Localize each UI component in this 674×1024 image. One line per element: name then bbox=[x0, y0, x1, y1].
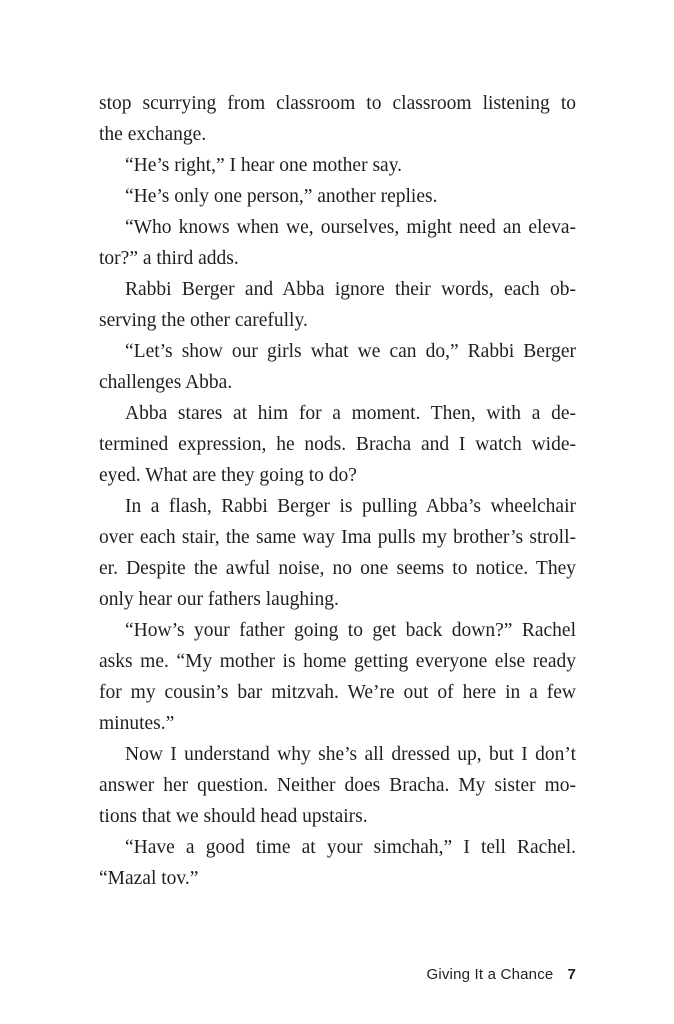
text-line: Abba stares at him for a moment. Then, with a de- bbox=[125, 403, 576, 424]
text-line: Now I understand why she’s all dressed up, but I don’t bbox=[125, 744, 576, 765]
text-line: the exchange. bbox=[99, 124, 207, 145]
text-line: tions that we should head upstairs. bbox=[99, 806, 368, 827]
page-footer bbox=[99, 966, 576, 983]
text-line: stop scurrying from classroom to classroom listening to bbox=[99, 93, 576, 114]
text-line: In a flash, Rabbi Berger is pulling Abba’s wheelchair bbox=[125, 496, 576, 517]
text-line: eyed. What are they going to do? bbox=[99, 465, 357, 486]
text-line: “Have a good time at your simchah,” I tell Rachel. bbox=[125, 837, 576, 858]
text-line: only hear our fathers laughing. bbox=[99, 589, 339, 610]
text-line: Rabbi Berger and Abba ignore their words, each ob- bbox=[125, 279, 576, 300]
text-line: termined expression, he nods. Bracha and I watch wide- bbox=[99, 434, 576, 455]
text-line: “Who knows when we, ourselves, might need an eleva- bbox=[125, 217, 576, 238]
text-line: er. Despite the awful noise, no one seems to notice. They bbox=[99, 558, 576, 579]
text-line: “Mazal tov.” bbox=[99, 868, 199, 889]
text-line: over each stair, the same way Ima pulls my brother’s stroll- bbox=[99, 527, 576, 548]
text-line: “How’s your father going to get back down?” Rachel bbox=[125, 620, 576, 641]
text-line: asks me. “My mother is home getting everyone else ready bbox=[99, 651, 576, 672]
footer-page-number: 7 bbox=[567, 966, 576, 983]
text-line: serving the other carefully. bbox=[99, 310, 308, 331]
text-line: tor?” a third adds. bbox=[99, 248, 239, 269]
text-line: for my cousin’s bar mitzvah. We’re out of here in a few bbox=[99, 682, 576, 703]
text-line: minutes.” bbox=[99, 713, 175, 734]
body-text-block bbox=[99, 88, 576, 894]
text-line: “Let’s show our girls what we can do,” Rabbi Berger bbox=[125, 341, 576, 362]
text-line: “He’s right,” I hear one mother say. bbox=[125, 155, 403, 176]
text-line: “He’s only one person,” another replies. bbox=[125, 186, 438, 207]
footer-chapter-title: Giving It a Chance bbox=[426, 966, 554, 983]
text-line: answer her question. Neither does Bracha. My sister mo- bbox=[99, 775, 576, 796]
text-line: challenges Abba. bbox=[99, 372, 233, 393]
